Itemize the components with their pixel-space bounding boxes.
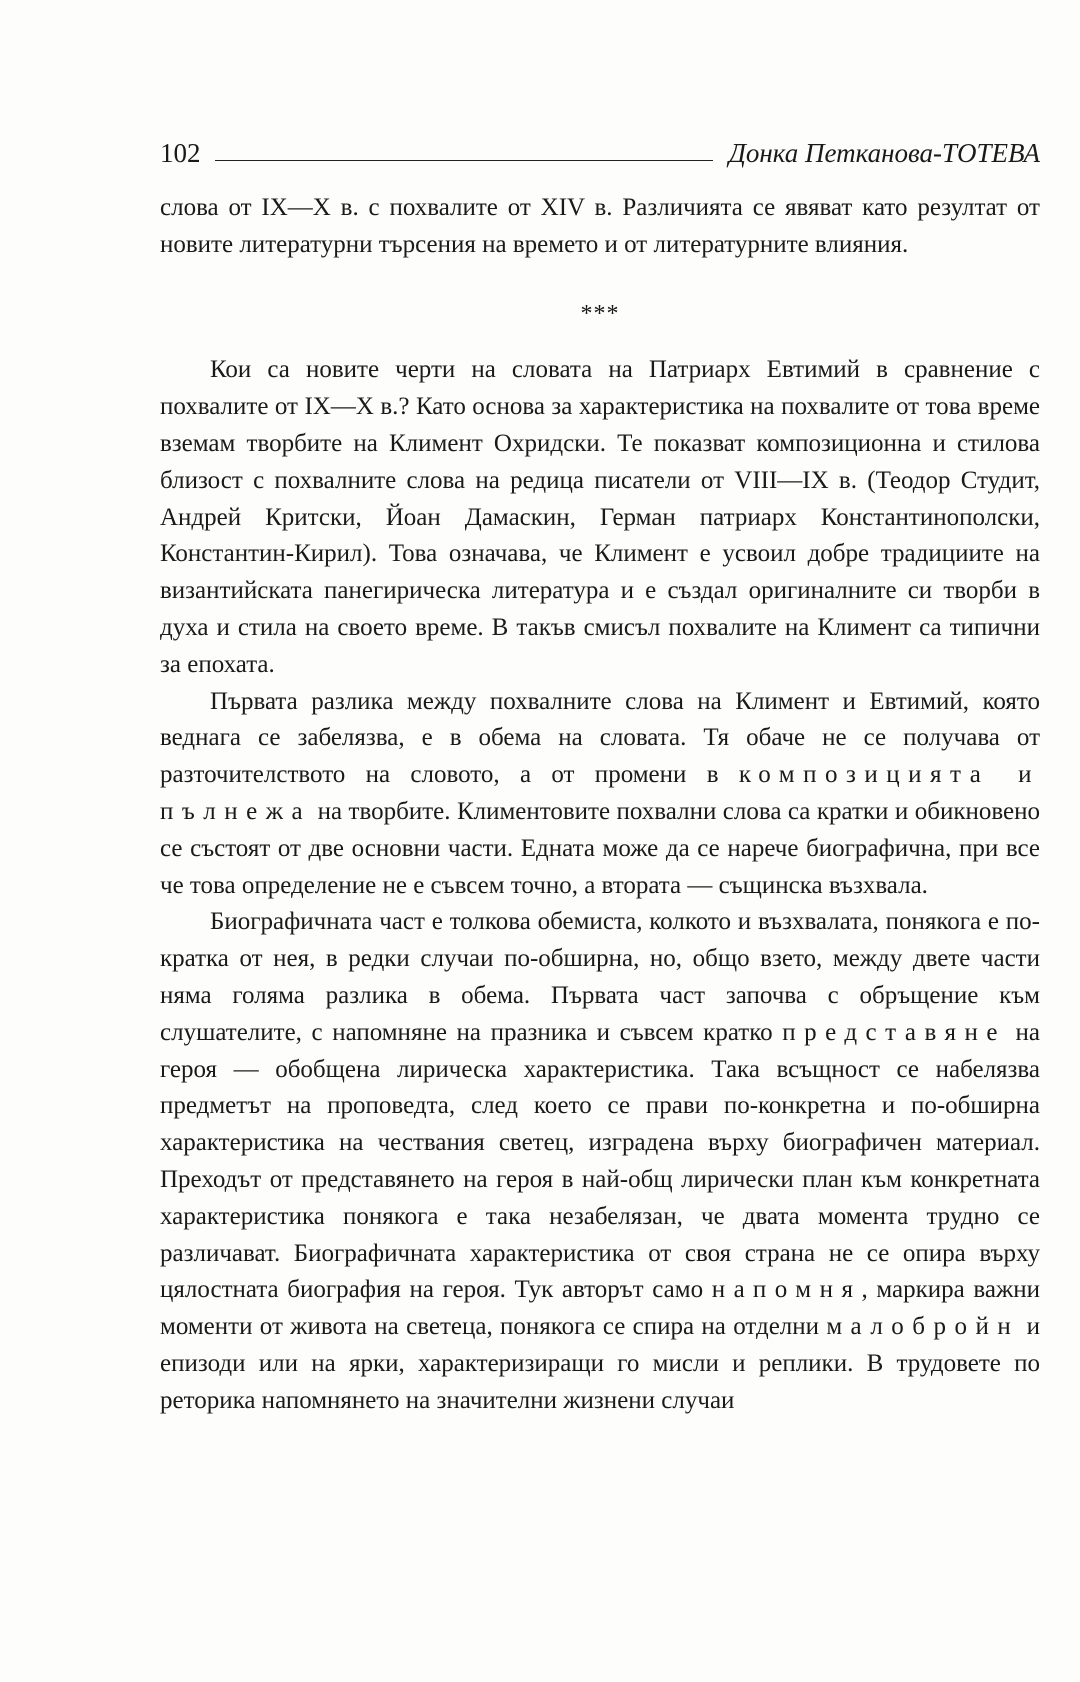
spaced-emphasis: напомня [711, 1276, 862, 1304]
paragraph-text: на героя — обобщена лирическа характеристика. Така всъщност се набелязва предметът на проповедта, след което се прави по-конкретна и по-обширна характеристика на чествания светец, изградена върху биографичен материал. Преходът от представянето на героя в най-общ лирически план към конкретната характеристика понякога е така незабелязан, че двата момента трудно се различават. Биографичната характеристика от своя страна не се опира върху цялостната биография на героя. Тук авторът само [160, 1018, 1041, 1304]
spaced-emphasis: представяне [782, 1018, 1006, 1046]
page-number: 102 [160, 138, 201, 168]
paragraph [160, 904, 1040, 1419]
paragraph [160, 684, 1040, 905]
section-separator: *** [580, 300, 620, 327]
spaced-emphasis: композицията и пълнежа [160, 761, 1041, 825]
paragraph-continued: слова от IX—X в. с похвалите от XIV в. Различията се явяват като резултат от новите литературни търсения на времето и от литературните влияния. [160, 194, 1040, 258]
paragraph-text: на творбите. Климентовите похвални слова са кратки и обикновено се състоят от две основни части. Едната може да се нарече биографична, при все че това определение не е съвсем точно, а втората — същинска възхвала. [160, 797, 1040, 899]
paragraph: Кои са новите черти на словата на Патриарх Евтимий в сравнение с похвалите от IX—X в.? Като основа за характеристика на похвалите от това време вземам творбите на Климент Охридски. Те показват композиционна и стилова близост с похвалните слова на редица писатели от VIII—IX в. (Теодор Студит, Андрей Критски, Йоан Дамаскин, Герман патриарх Константинополски, Константин-Кирил). Това означава, че Климент е усвоил добре традициите на византийската панегирическа литература и е създал оригиналните си творби в духа и стила на своето време. В такъв смисъл похвалите на Климент са типични за епохата. [160, 356, 1040, 678]
body-text [160, 190, 1040, 1420]
paragraph-text: Биографичната част е толкова обемиста, колкото и възхвалата, понякога е по-кратка от нея, в редки случаи по-обширна, но, общо взето, между двете части няма голяма разлика в обема. Първата част започва с обръщение към слушателите, с напомняне на празника и съвсем кратко [160, 908, 1040, 1046]
running-head-author: Донка Петканова-ТОТЕВА [728, 138, 1040, 168]
page-header [160, 128, 1040, 168]
spaced-emphasis: малобройн [826, 1313, 1020, 1341]
header-rule [215, 160, 713, 161]
paragraph-text: Първата разлика между похвалните слова на Климент и Евтимий, която веднага се забелязва, е в обема на словата. Тя обаче не се получава от разточителството на словото, а от промени в [160, 687, 1040, 789]
paragraph-text: , маркира важни моменти от живота на светеца, понякога се спира на отделни [160, 1276, 1041, 1341]
paragraph-text: и епизоди или на ярки, характеризиращи го мисли и реплики. В трудовете по реторика напомнянето на значителни жизнени случаи [160, 1313, 1040, 1414]
